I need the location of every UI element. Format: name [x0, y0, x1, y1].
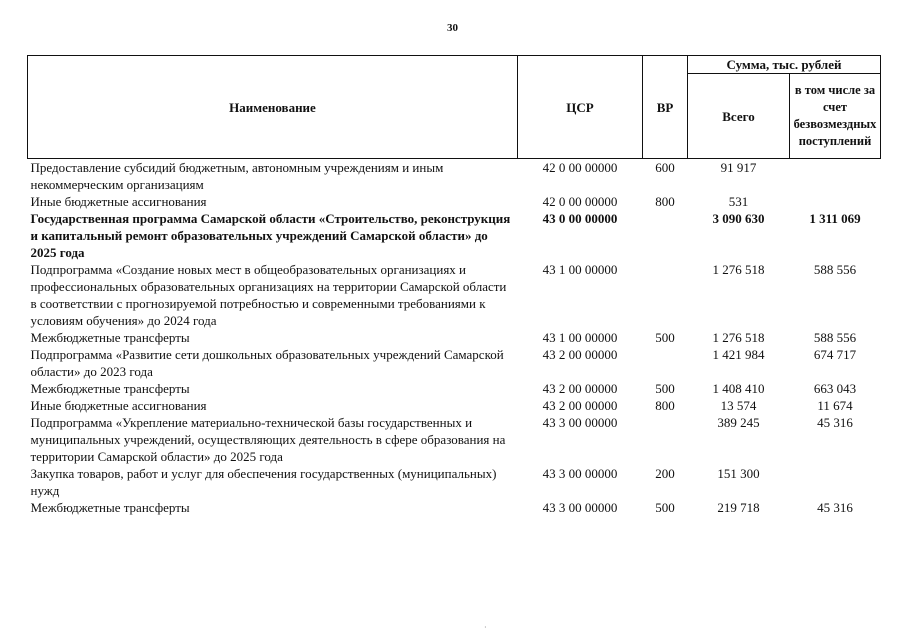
budget-table-container	[27, 55, 880, 516]
budget-table	[27, 55, 881, 516]
table-row	[28, 397, 881, 414]
row-name: Иные бюджетные ассигнования	[30, 398, 207, 413]
table-row	[28, 499, 881, 516]
row-vr: 500	[655, 500, 675, 515]
row-name: Подпрограмма «Укрепление материально-технической базы государственных и муниципальных учреждений, осуществляющих деятельность в сфере образования на территории Самарской области» до 2025 года	[30, 415, 506, 464]
row-total: 1 421 984	[712, 347, 765, 362]
row-total: 91 917	[720, 160, 757, 175]
row-free	[790, 465, 881, 499]
table-row	[28, 329, 881, 346]
row-total: 1 276 518	[712, 330, 765, 345]
row-csr: 42 0 00 00000	[542, 160, 618, 175]
row-free: 1 311 069	[809, 211, 861, 226]
row-vr	[643, 414, 688, 465]
row-csr: 43 2 00 00000	[542, 398, 618, 413]
row-name: Межбюджетные трансферты	[30, 381, 190, 396]
row-vr: 500	[655, 381, 675, 396]
row-name: Иные бюджетные ассигнования	[30, 194, 207, 209]
row-vr	[643, 210, 688, 261]
row-free	[790, 193, 881, 210]
header-sum: Сумма, тыс. рублей	[688, 56, 881, 74]
row-free: 11 674	[817, 398, 853, 413]
table-header	[28, 56, 881, 159]
row-total: 151 300	[717, 466, 760, 481]
table-row	[28, 346, 881, 380]
row-total: 1 408 410	[712, 381, 765, 396]
row-csr: 43 3 00 00000	[542, 415, 618, 430]
row-csr: 43 3 00 00000	[542, 466, 618, 481]
header-total: Всего	[688, 74, 790, 159]
row-free: 45 316	[817, 500, 853, 515]
row-total: 13 574	[720, 398, 757, 413]
row-csr: 43 3 00 00000	[542, 500, 618, 515]
row-csr: 43 2 00 00000	[542, 381, 618, 396]
row-vr: 200	[655, 466, 675, 481]
header-vr: ВР	[643, 56, 688, 159]
row-csr: 43 1 00 00000	[542, 262, 618, 277]
row-name: Подпрограмма «Создание новых мест в общеобразовательных организациях и профессиональных образовательных организациях на территории Самарской области в соответствии с прогнозируемой потребностью и современными требованиями к условиям обучения» до 2024 года	[30, 262, 507, 328]
row-vr: 500	[655, 330, 675, 345]
header-csr: ЦСР	[518, 56, 643, 159]
page-number: 30	[447, 22, 458, 34]
row-free: 674 717	[813, 347, 857, 362]
row-total: 219 718	[717, 500, 760, 515]
row-name: Закупка товаров, работ и услуг для обеспечения государственных (муниципальных) нужд	[30, 466, 497, 498]
row-total: 1 276 518	[712, 262, 765, 277]
table-row	[28, 159, 881, 194]
table-row	[28, 210, 881, 261]
row-vr	[643, 346, 688, 380]
row-free	[790, 159, 881, 194]
row-total: 3 090 630	[712, 211, 765, 226]
row-vr: 600	[655, 160, 675, 175]
row-name: Межбюджетные трансферты	[30, 330, 190, 345]
row-free: 45 316	[817, 415, 853, 430]
header-free: в том числе за счет безвозмездных поступлений	[790, 74, 881, 159]
row-csr: 43 2 00 00000	[542, 347, 618, 362]
row-name: Государственная программа Самарской области «Строительство, реконструкция и капитальный ремонт образовательных учреждений Самарской области» до 2025 года	[30, 211, 511, 260]
table-row	[28, 261, 881, 329]
row-free: 663 043	[813, 381, 857, 396]
row-free: 588 556	[813, 330, 857, 345]
table-body	[28, 159, 881, 517]
row-free: 588 556	[813, 262, 857, 277]
row-vr	[643, 261, 688, 329]
footer-mark: ·	[484, 623, 487, 632]
row-vr: 800	[655, 194, 675, 209]
table-row	[28, 193, 881, 210]
row-name: Подпрограмма «Развитие сети дошкольных образовательных учреждений Самарской области» до 2023 года	[30, 347, 504, 379]
row-total: 389 245	[717, 415, 760, 430]
table-row	[28, 380, 881, 397]
row-name: Предоставление субсидий бюджетным, автономным учреждениям и иным некоммерческим организациям	[30, 160, 444, 192]
row-csr: 42 0 00 00000	[542, 194, 618, 209]
row-csr: 43 0 00 00000	[542, 211, 618, 226]
table-row	[28, 465, 881, 499]
row-total: 531	[728, 194, 749, 209]
row-csr: 43 1 00 00000	[542, 330, 618, 345]
table-row	[28, 414, 881, 465]
header-name: Наименование	[28, 56, 518, 159]
row-vr: 800	[655, 398, 675, 413]
row-name: Межбюджетные трансферты	[30, 500, 190, 515]
